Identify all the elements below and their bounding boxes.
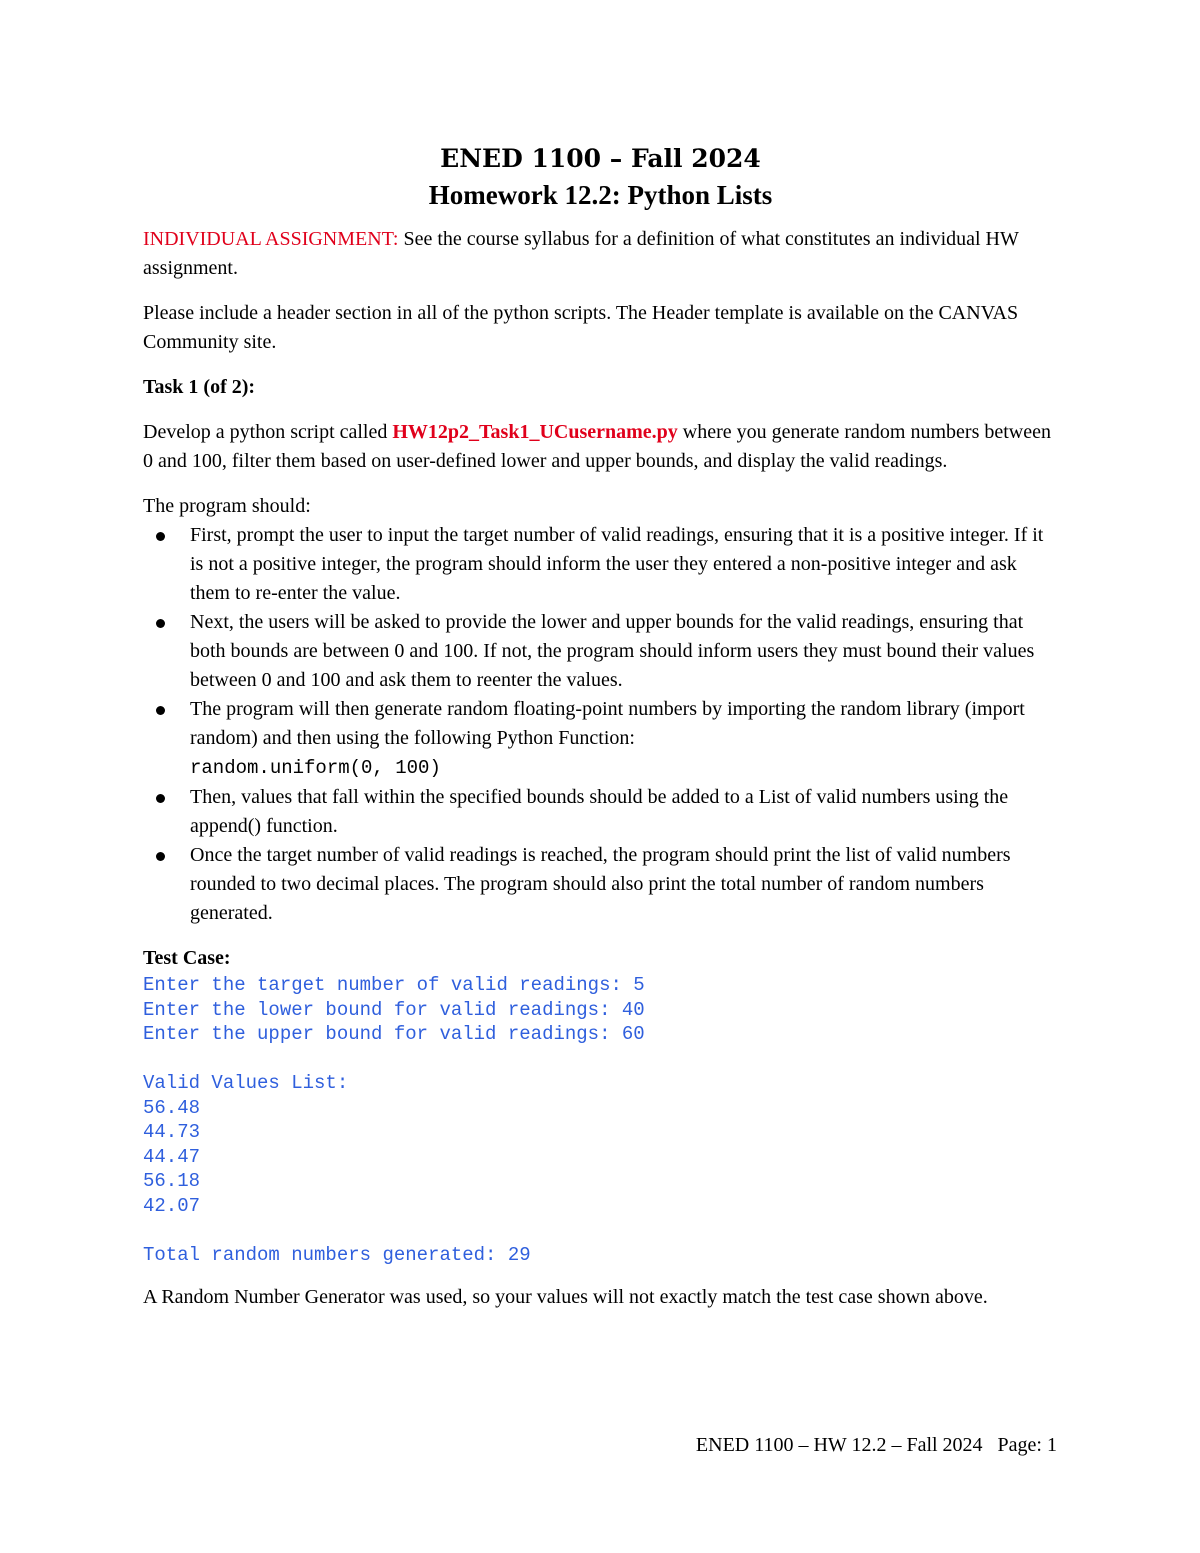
code-snippet: random.uniform(0, 100) bbox=[190, 757, 441, 779]
list-item bbox=[143, 783, 1058, 841]
console-line: Enter the lower bound for valid readings: 40 bbox=[143, 998, 645, 1021]
console-blank-line bbox=[143, 1218, 1058, 1243]
bullet-icon bbox=[156, 619, 165, 628]
document-title-course: ENED 1100 – Fall 2024 bbox=[440, 144, 761, 173]
test-case-heading: Test Case: bbox=[143, 947, 231, 969]
console-value: 44.73 bbox=[143, 1121, 201, 1143]
console-line: Valid Values List: bbox=[143, 1072, 349, 1094]
console-value: 56.18 bbox=[143, 1170, 201, 1192]
list-item-text: Next, the users will be asked to provide the lower and upper bounds for the valid readings, ensuring that both bounds are between 0 and 100. If not, the program should inform users they must bound their values between 0 and 100 and ask them to reenter the values. bbox=[190, 611, 1035, 691]
requirements-list bbox=[143, 521, 1058, 928]
console-blank-line bbox=[143, 1047, 1058, 1072]
bullet-icon bbox=[156, 706, 165, 715]
list-item-text: Once the target number of valid readings is reached, the program should print the list of valid numbers rounded to two decimal places. The program should also print the total number of random numbers generated. bbox=[190, 844, 1011, 924]
console-value: 42.07 bbox=[143, 1194, 201, 1217]
individual-assignment-text: See the course syllabus for a definition of what constitutes an individual HW assignment. bbox=[143, 228, 1019, 279]
console-line: Total random numbers generated: 29 bbox=[143, 1243, 531, 1266]
console-value: 44.47 bbox=[143, 1145, 201, 1168]
header-note-paragraph: Please include a header section in all of the python scripts. The Header template is available on the CANVAS Community site. bbox=[143, 302, 1019, 353]
console-line: Enter the target number of valid readings: 5 bbox=[143, 974, 645, 996]
document-body bbox=[143, 140, 1058, 1312]
closing-note: A Random Number Generator was used, so your values will not exactly match the test case shown above. bbox=[143, 1286, 988, 1308]
program-should-label: The program should: bbox=[143, 495, 311, 517]
individual-assignment-label: INDIVIDUAL ASSIGNMENT: bbox=[143, 228, 399, 250]
test-case-output bbox=[143, 973, 1058, 1267]
list-item bbox=[143, 841, 1058, 928]
bullet-icon bbox=[156, 852, 165, 861]
console-value: 56.48 bbox=[143, 1096, 201, 1119]
console-line: Enter the upper bound for valid readings: 60 bbox=[143, 1023, 645, 1045]
task1-desc-before: Develop a python script called bbox=[143, 421, 393, 443]
bullet-icon bbox=[156, 794, 165, 803]
task1-script-name: HW12p2_Task1_UCusername.py bbox=[392, 421, 678, 443]
individual-assignment-paragraph bbox=[143, 225, 1058, 283]
list-item bbox=[143, 695, 1058, 783]
bullet-icon bbox=[156, 532, 165, 541]
document-title-assignment: Homework 12.2: Python Lists bbox=[428, 180, 773, 210]
list-item-text: Then, values that fall within the specified bounds should be added to a List of valid numbers using the append() function. bbox=[190, 786, 1009, 837]
list-item-text: First, prompt the user to input the target number of valid readings, ensuring that it is a positive integer. If it is not a positive integer, the program should inform the user they entered a non-positive integer and ask them to re-enter the value. bbox=[190, 524, 1044, 604]
list-item bbox=[143, 608, 1058, 695]
page-footer: ENED 1100 – HW 12.2 – Fall 2024 Page: 1 bbox=[695, 1434, 1057, 1456]
task1-heading: Task 1 (of 2): bbox=[143, 376, 256, 398]
list-item bbox=[143, 521, 1058, 608]
list-item-text: The program will then generate random floating-point numbers by importing the random library (import random) and then using the following Python Function: bbox=[190, 698, 1025, 749]
task1-description bbox=[143, 418, 1058, 476]
task1-desc-after: where you generate random numbers between 0 and 100, filter them based on user-defined lower and upper bounds, and display the valid readings. bbox=[143, 421, 1051, 472]
